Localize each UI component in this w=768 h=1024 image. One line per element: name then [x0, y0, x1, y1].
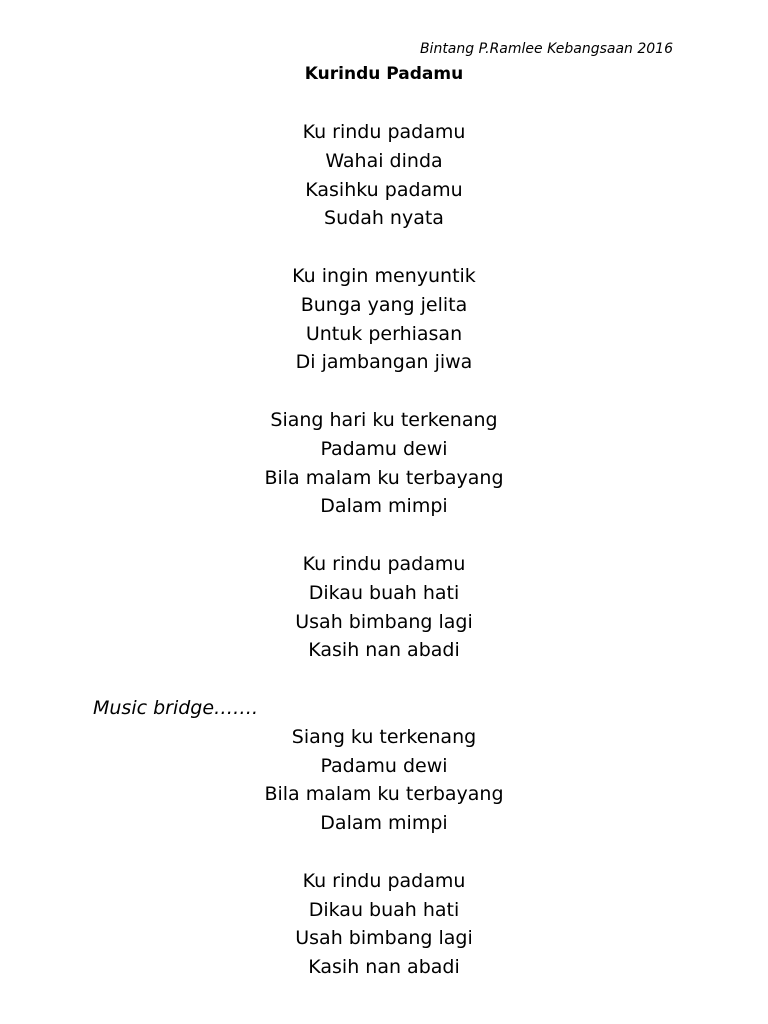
- lyric-line: Kasih nan abadi: [308, 639, 460, 662]
- lyric-line: Siang hari ku terkenang: [270, 408, 498, 431]
- lyric-line: Ku rindu padamu: [302, 869, 466, 892]
- lyric-line: Padamu dewi: [320, 437, 448, 460]
- lyric-line: Dikau buah hati: [308, 898, 460, 921]
- lyric-line: Di jambangan jiwa: [295, 351, 473, 374]
- lyric-line: Ku rindu padamu: [302, 552, 466, 575]
- stanza-3: [0, 406, 768, 521]
- lyric-line: Kasih nan abadi: [308, 956, 460, 979]
- stanza-2: [0, 262, 768, 377]
- stanza-5: [0, 694, 768, 838]
- stanza-4: [0, 550, 768, 665]
- lyric-line: Ku ingin menyuntik: [292, 264, 476, 287]
- lyric-line: Dalam mimpi: [320, 812, 448, 835]
- lyric-line: Sudah nyata: [324, 207, 444, 230]
- lyric-line: Bila malam ku terbayang: [264, 783, 504, 806]
- stanza-6: [0, 867, 768, 982]
- lyric-line: Bunga yang jelita: [300, 293, 468, 316]
- lyric-line: Dikau buah hati: [308, 581, 460, 604]
- lyric-line: Padamu dewi: [320, 754, 448, 777]
- lyric-line: Untuk perhiasan: [305, 322, 463, 345]
- song-title: Kurindu Padamu: [304, 64, 464, 84]
- lyric-line: Bila malam ku terbayang: [264, 466, 504, 489]
- lyrics-body: [0, 118, 768, 1011]
- lyric-line: Dalam mimpi: [320, 495, 448, 518]
- lyric-line: Kasihku padamu: [305, 178, 463, 201]
- stanza-1: [0, 118, 768, 233]
- lyric-line: Ku rindu padamu: [302, 121, 466, 143]
- lyric-line: Siang ku terkenang: [291, 725, 477, 748]
- lyric-line: Usah bimbang lagi: [295, 610, 473, 633]
- lyric-line: Wahai dinda: [325, 149, 443, 172]
- lyric-line: Usah bimbang lagi: [295, 927, 473, 950]
- header-note: Bintang P.Ramlee Kebangsaan 2016: [419, 41, 673, 57]
- music-bridge-label: Music bridge…….: [93, 696, 259, 719]
